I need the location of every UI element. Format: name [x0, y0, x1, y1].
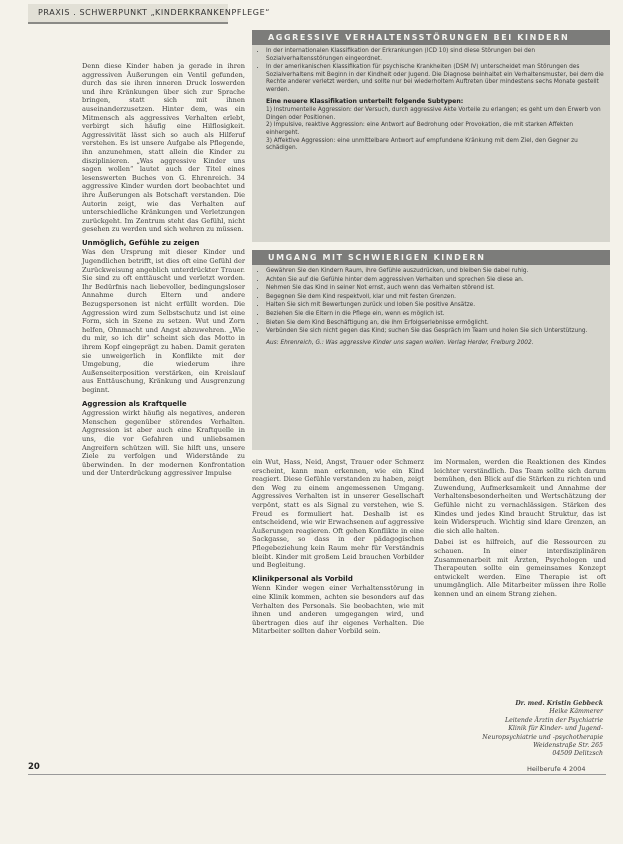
box1-item: 3) Affektive Aggression: eine unmittelbare Antwort auf empfundene Kränkung mit dem Ziel, den Gegner zu schädigen. — [266, 137, 578, 152]
column-left — [82, 62, 245, 752]
box2-bullet: • Bieten Sie dem Kind Beschäftigung an, die ihm Erfolgserlebnisse ermöglicht. — [266, 320, 604, 328]
author-line: Weidenstraße Str. 265 — [533, 742, 603, 750]
box2-source-note: Aus: Ehrenreich, G.: Was aggressive Kinder uns sagen wollen. Verlag Herder, Freiburg 2002. — [266, 339, 534, 346]
box1-item: 2) Impulsive, reaktive Aggression: eine Antwort auf Bedrohung oder Provokation, die mit starken Affekten einhergeht. — [266, 122, 574, 136]
box1-item: 1) Instrumentelle Aggression: der Versuch, durch aggressive Akte Vorteile zu erlangen; es geht um den Erwerb von Dingen oder Positionen. — [266, 107, 601, 121]
box2-bullet: • Nehmen Sie das Kind in seiner Not ernst, auch wenn das Verhalten störend ist. — [266, 285, 604, 293]
column-right — [434, 458, 606, 694]
box2-bullet: • Verbünden Sie sich nicht gegen das Kind; suchen Sie das Gespräch im Team und holen Sie sich Unterstützung. — [266, 328, 604, 336]
author-signature — [473, 700, 603, 759]
section-header: PRAXIS . SCHWERPUNKT „KINDERKRANKENPFLEGE“ — [28, 4, 228, 24]
journal-issue: Heilberufe 4 2004 — [527, 765, 586, 773]
paragraph-right-1: im Normalen, werden die Reaktionen des Kindes leichter verständlich. Das Team sollte sich darum bemühen, den Blick auf die Stärken zu richten und Zuwendung, Aufmerksamkeit und Annahme der Verhaltensbesonderheiten und Wertschätzung der Gefühle nicht zu vernachlässigen. Stärken des Kindes und jedes Kind braucht Struktur, das ist kein Widerspruch. Wichtig sind klare Grenzen, an die sich alle halten. — [434, 458, 606, 535]
heading-role-model: Klinikpersonal als Vorbild — [252, 574, 353, 583]
box-title-difficult-children: UMGANG MIT SCHWIERIGEN KINDERN — [252, 250, 610, 265]
author-name: Dr. med. Kristin Gebbeck — [515, 700, 603, 707]
box2-bullet: • Halten Sie sich mit Bewertungen zurück und loben Sie positive Ansätze. — [266, 302, 604, 310]
box-title-aggressive-disorders: AGGRESSIVE VERHALTENSSTÖRUNGEN BEI KINDERN — [252, 30, 610, 45]
paragraph-right-2: Dabei ist es hilfreich, auf die Ressourcen zu schauen. In einer interdisziplinären Zusammenarbeit mit Ärzten, Psychologen und Therapeuten sollte ein gemeinsames Konzept entwickelt werden. Eine Therapie ist oft unumgänglich. Alle Mitarbeiter müssen ihre Rolle kennen und an einem Strang ziehen. — [434, 538, 606, 598]
heading-feelings: Unmöglich, Gefühle zu zeigen — [82, 238, 200, 247]
box2-bullet: • Beziehen Sie die Eltern in die Pflege ein, wenn es möglich ist. — [266, 311, 604, 319]
info-box-difficult-children — [252, 250, 610, 450]
box1-bullet: • In der internationalen Klassifikation der Erkrankungen (ICD 10) sind diese Störungen bei den Sozialverhaltensstörungen eingeordnet. — [266, 48, 604, 63]
heading-power-source: Aggression als Kraftquelle — [82, 399, 187, 408]
intro-paragraph: Denn diese Kinder haben ja gerade in ihren aggressiven Äußerungen ein Ventil gefunden, durch das sie ihren inneren Druck loswerden und ihre Kränkungen über sich zur Sprache bringen, statt sich mit ihnen auseinanderzusetzen. Hinter dem, was ein Mitmensch als aggressives Verhalten erlebt, verbirgt sich häufig eine Hilflosigkeit. Aggressivität lässt sich so auch als Hilferuf verstehen. Es ist unsere Aufgabe als Pflegende, ihn anzunehmen, statt allein die Kinder zu disziplinieren. „Was aggressive Kinder uns sagen wollen“ lautet auch der Titel eines lesenswerten Buches von G. Ehrenreich. 34 aggressive Kinder wurden dort beobachtet und ihre Äußerungen als Botschaft verstanden. Die Autorin zeigt, wie das Verhalten auf unterschiedliche Kränkungen und Verletzungen zurückgeht. Im Zentrum steht das Gefühl, nicht gesehen zu werden und sich wehren zu müssen. — [82, 62, 245, 234]
author-line: Neuropsychiatrie und -psychotherapie — [482, 733, 603, 741]
box1-bullet: • In der amerikanischen Klassifikation für psychische Krankheiten (DSM IV) unterscheidet man Störungen des Sozialverhaltens mit Beginn in der Kindheit oder Jugend. Die Diagnose beinhaltet ein Verhaltensmuster, bei dem die Rechte anderer verletzt werden, und sollte nur bei wiederholtem Auftreten über mindestens sechs Monate gestellt werden. — [266, 64, 604, 94]
paragraph-role-model: Wenn Kinder wegen einer Verhaltensstörung in eine Klinik kommen, achten sie besonders auf das Verhalten des Personals. Sie beobachten, wie mit ihnen und anderen umgegangen wird, und übertragen dies auf ihr eigenes Verhalten. Die Mitarbeiter sollten daher Vorbild sein. — [252, 584, 424, 636]
box2-bullet: • Begegnen Sie dem Kind respektvoll, klar und mit festen Grenzen. — [266, 294, 604, 302]
author-line: Leitende Ärztin der Psychiatrie — [505, 716, 603, 724]
author-line: 04509 Delitzsch — [552, 750, 603, 758]
box1-subheading: Eine neuere Klassifikation unterteilt folgende Subtypen: — [266, 97, 464, 105]
author-line: Heike Kämmerer — [549, 708, 603, 716]
author-line: Klinik für Kinder- und Jugend- — [508, 725, 603, 733]
info-box-aggressive-disorders — [252, 30, 610, 242]
paragraph-feelings: Was den Ursprung mit dieser Kinder und Jugendlichen betrifft, ist dies oft eine Gefühl der Zurückweisung angeblich unterdrückter Trauer. Sie sind zu oft enttäuscht und verletzt worden. Ihr Bedürfnis nach liebevoller, bedingungsloser Annahme durch Eltern und andere Bezugspersonen ist nicht erfüllt worden. Die Aggression wird zum Selbstschutz und ist eine Form, sich in Szene zu setzen. Wut und Zorn helfen, Ohnmacht und Angst abzuwehren. „Wie du mir, so ich dir“ scheint sich das Motto in ihrem Kopf eingeprägt zu haben. Damit geraten sie unweigerlich in Konflikte mit der Umgebung, die wiederum ihre Außenseiterposition verstärken, ein Kreislauf aus Enttäuschung, Kränkung und Ausgrenzung beginnt. — [82, 248, 245, 394]
paragraph-power-source: Aggression wirkt häufig als negatives, anderen Menschen gegenüber störendes Verhalten. Aggression ist aber auch eine Kraftquelle in uns, die vor Gefahren und unliebsamen Angreifern schützen will. Sie hilft uns, unsere Ziele zu verfolgen und Widerstände zu überwinden. In der modernen Konfrontation und der Unterdrückung aggressiver Impulse — [82, 409, 245, 478]
footer-rule — [28, 774, 606, 775]
column-middle — [252, 458, 424, 753]
page-number: 20 — [28, 762, 40, 772]
box2-bullet: • Achten Sie auf die Gefühle hinter dem aggressiven Verhalten und sprechen Sie diese an. — [266, 277, 604, 285]
paragraph-middle: ein Wut, Hass, Neid, Angst, Trauer oder Schmerz erscheint, kann man erkennen, wie ein Kind reagiert. Diese Gefühle verstanden zu haben, zeigt den Weg zu einem angemessenen Umgang. Aggressives Verhalten ist in unserer Gesellschaft verpönt, statt es als Signal zu verstehen, wie S. Freud es formuliert hat. Deshalb ist es entscheidend, wie wir Erwachsenen auf aggressive Äußerungen reagieren. Oft gehen Konflikte in eine Sackgasse, so dass in der pädagogischen Pflegebeziehung kein Raum mehr für Verständnis bleibt. Kinder mit großem Leid brauchen Vorbilder und Begleitung. — [252, 458, 424, 570]
box2-bullet: • Gewähren Sie den Kindern Raum, ihre Gefühle auszudrücken, und bleiben Sie dabei ruhig. — [266, 268, 604, 276]
